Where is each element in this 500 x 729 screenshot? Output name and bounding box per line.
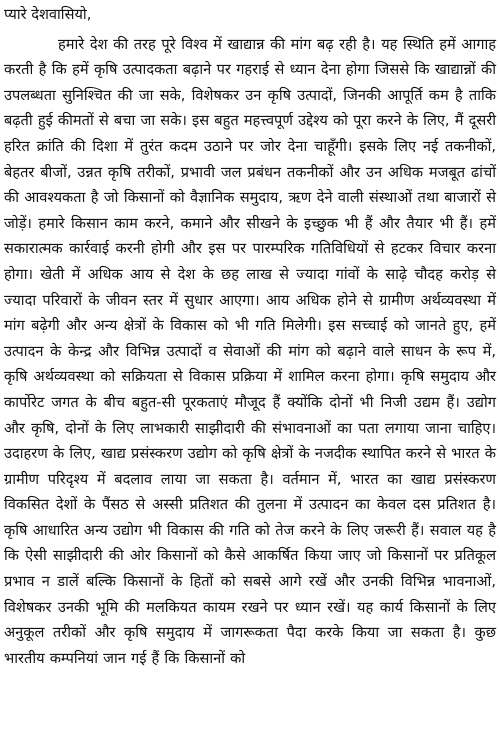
salutation: प्यारे देशवासियो, (4, 6, 92, 23)
body-paragraph: हमारे देश की तरह पूरे विश्व में खाद्यान्न की मांग बढ़ रही है। यह स्थिति हमें आगाह करती है कि हमें कृषि उत्पादकता बढ़ाने पर गहराई से ध्यान देना होगा जिससे कि खाद्यान्नों की उपलब्धता सुनिश्चित की जा सके, विशेषकर उन कृषि उत्पादों, जिनकी आपूर्ति कम है ताकि बढ़ती हुई कीमतों से बचा जा सके। इस बहुत महत्त्वपूर्ण उद्देश्य को पूरा करने के लिए, मैं दूसरी हरित क्रांति की दिशा में तुरंत कदम उठाने पर जोर देना चाहूँगी। इसके लिए नई तकनीकों, बेहतर बीजों, उन्नत कृषि तरीकों, प्रभावी जल प्रबंधन तकनीकों और उन अधिक मजबूत ढांचों की आवश्यकता है जो किसानों को वैज्ञानिक समुदाय, ऋण देने वाली संस्थाओं तथा बाजारों से जोड़ें। हमारे किसान काम करने, कमाने और सीखने के इच्छुक भी हैं और तैयार भी हैं। हमें सकारात्मक कार्रवाई करनी होगी और इस पर पारम्परिक गतिविधियों से हटकर विचार करना होगा। खेती में अधिक आय से देश के छह लाख से ज्यादा गांवों के साढ़े चौदह करोड़ से ज्यादा परिवारों के जीवन स्तर में सुधार आएगा। आय अधिक होने से ग्रामीण अर्थव्यवस्था में मांग बढ़ेगी और अन्य क्षेत्रों के विकास को भी गति मिलेगी। इस सच्चाई को जानते हुए, हमें उत्पादन के केन्द्र और विभिन्न उत्पादों व सेवाओं की मांग को बढ़ाने वाले साधन के रूप में, कृषि अर्थव्यवस्था को सक्रियता से विकास प्रक्रिया में शामिल करना होगा। कृषि समुदाय और कार्पोरेट जगत के बीच बहुत-सी पूरकताएं मौजूद हैं क्योंकि दोनों भी निजी उद्यम हैं। उद्योग और कृषि, दोनों के लिए लाभकारी साझीदारी की संभावनाओं का पता लगाया जाना चाहिए। उदाहरण के लिए, खाद्य प्रसंस्करण उद्योग को कृषि क्षेत्रों के नजदीक स्थापित करने से भारत के ग्रामीण परिदृश्य में बदलाव लाया जा सकता है। वर्तमान में, भारत का खाद्य प्रसंस्करण विकसित देशों के पैंसठ से अस्सी प्रतिशत की तुलना में उत्पादन का केवल दस प्रतिशत है। कृषि आधारित अन्य उद्योग भी विकास की गति को तेज करने के लिए जरूरी हैं। सवाल यह है कि ऐसी साझीदारी की ओर किसानों को कैसे आकर्षित किया जाए जो किसानों पर प्रतिकूल प्रभाव न डालें बल्कि किसानों के हितों को सबसे आगे रखें और उनकी विभिन्न भावनाओं, विशेषकर उनकी भूमि की मलकियत कायम रखने पर ध्यान रखें। यह कार्य किसानों के लिए अनुकूल तरीकों और कृषि समुदाय में जागरूकता पैदा करके किया जा सकता है। कुछ भारतीय कम्पनियां जान गई हैं कि किसानों को (4, 35, 496, 667)
document-page (4, 0, 496, 729)
